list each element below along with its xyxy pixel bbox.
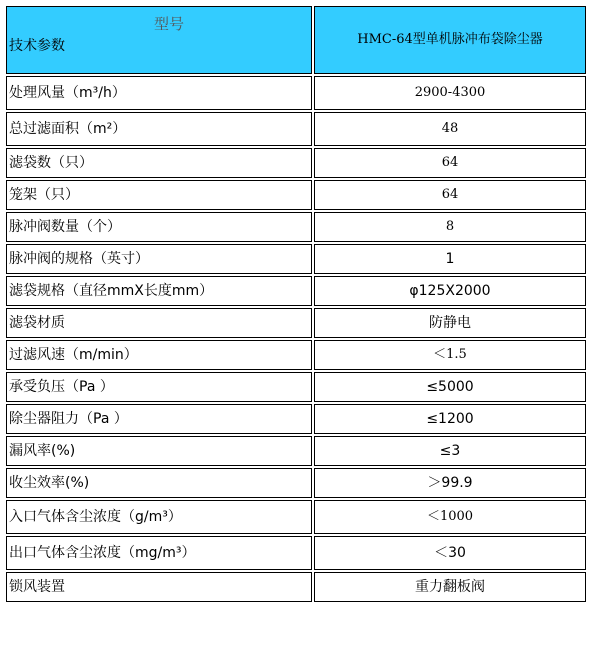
param-cell: 承受负压（Pa ） xyxy=(6,372,312,402)
table-row xyxy=(6,340,586,370)
param-cell: 过滤风速（m/min） xyxy=(6,340,312,370)
table-row xyxy=(6,404,586,434)
value-cell: ＜30 xyxy=(314,536,586,570)
spec-table xyxy=(4,4,588,604)
param-cell: 漏风率(%) xyxy=(6,436,312,466)
value-cell: ≤1200 xyxy=(314,404,586,434)
value-cell: 1 xyxy=(314,244,586,274)
table-row xyxy=(6,572,586,602)
param-cell: 出口气体含尘浓度（mg/m³） xyxy=(6,536,312,570)
value-cell: ＜1.5 xyxy=(314,340,586,370)
value-cell: 防静电 xyxy=(314,308,586,338)
param-cell: 滤袋材质 xyxy=(6,308,312,338)
param-cell: 脉冲阀数量（个） xyxy=(6,212,312,242)
param-cell: 笼架（只） xyxy=(6,180,312,210)
params-label: 技术参数 xyxy=(9,38,65,54)
value-cell: ＞99.9 xyxy=(314,468,586,498)
table-row xyxy=(6,112,586,146)
param-cell: 滤袋数（只） xyxy=(6,148,312,178)
table-row xyxy=(6,500,586,534)
table-row xyxy=(6,468,586,498)
value-cell: 48 xyxy=(314,112,586,146)
value-cell: ≤5000 xyxy=(314,372,586,402)
table-header-row xyxy=(6,6,586,74)
param-cell: 滤袋规格（直径mmX长度mm） xyxy=(6,276,312,306)
table-row xyxy=(6,180,586,210)
param-cell: 总过滤面积（m²） xyxy=(6,112,312,146)
table-row xyxy=(6,536,586,570)
param-cell: 入口气体含尘浓度（g/m³） xyxy=(6,500,312,534)
table-row xyxy=(6,148,586,178)
param-cell: 脉冲阀的规格（英寸） xyxy=(6,244,312,274)
table-row xyxy=(6,212,586,242)
param-cell: 除尘器阻力（Pa ） xyxy=(6,404,312,434)
table-row xyxy=(6,244,586,274)
model-label: 型号 xyxy=(153,15,184,33)
value-cell: 重力翻板阀 xyxy=(314,572,586,602)
table-row xyxy=(6,276,586,306)
value-cell: 2900-4300 xyxy=(314,76,586,110)
value-cell: 8 xyxy=(314,212,586,242)
value-cell: ≤3 xyxy=(314,436,586,466)
param-cell: 锁风装置 xyxy=(6,572,312,602)
product-name-cell: HMC-64型单机脉冲布袋除尘器 xyxy=(314,6,586,74)
table-row xyxy=(6,372,586,402)
value-cell: φ125X2000 xyxy=(314,276,586,306)
table-row xyxy=(6,308,586,338)
spec-table-container xyxy=(4,4,588,604)
param-cell: 处理风量（m³/h） xyxy=(6,76,312,110)
param-cell: 收尘效率(%) xyxy=(6,468,312,498)
header-label-cell xyxy=(6,6,312,74)
value-cell: 64 xyxy=(314,180,586,210)
value-cell: 64 xyxy=(314,148,586,178)
table-row xyxy=(6,436,586,466)
table-row xyxy=(6,76,586,110)
value-cell: ＜1000 xyxy=(314,500,586,534)
